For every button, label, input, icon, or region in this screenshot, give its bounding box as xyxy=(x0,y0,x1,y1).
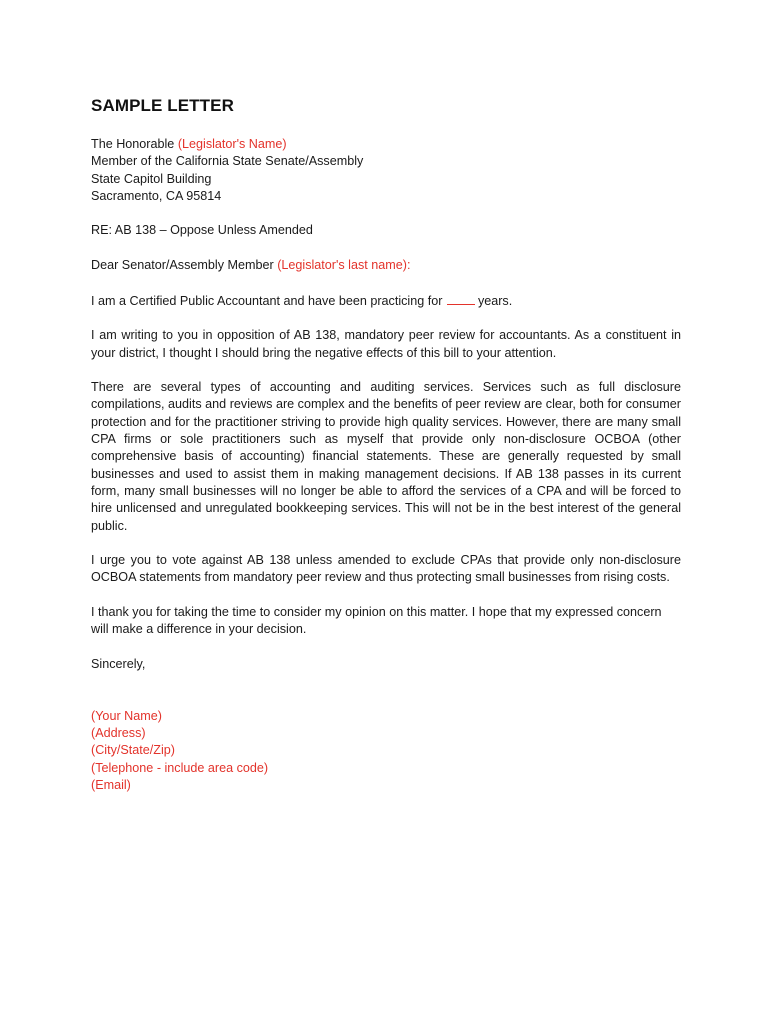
practice-years-sentence xyxy=(91,292,681,310)
recipient-address xyxy=(91,136,681,205)
re-line: RE: AB 138 – Oppose Unless Amended xyxy=(91,223,313,238)
email-placeholder: (Email) xyxy=(91,777,131,792)
telephone-placeholder: (Telephone - include area code) xyxy=(91,760,269,775)
recipient-line-3: State Capitol Building xyxy=(91,171,212,186)
salutation xyxy=(91,257,681,274)
recipient-line-2: Member of the California State Senate/Assembly xyxy=(91,154,364,169)
letter-title: SAMPLE LETTER xyxy=(91,96,234,115)
city-state-zip-placeholder: (City/State/Zip) xyxy=(91,743,175,758)
years-blank-field[interactable] xyxy=(447,292,475,305)
signature-space xyxy=(91,673,681,708)
closing: Sincerely, xyxy=(91,656,146,671)
paragraph-opposition: I am writing to you in opposition of AB 138, mandatory peer review for accountants. As a constituent in your district, I thought I should bring the negative effects of this bill to your attention. xyxy=(91,328,681,360)
letter-body xyxy=(91,95,681,794)
honorable-prefix: The Honorable xyxy=(91,137,178,151)
your-name-placeholder: (Your Name) xyxy=(91,708,162,723)
practice-suffix: years. xyxy=(477,293,513,308)
recipient-line-1 xyxy=(91,136,681,153)
legislator-last-name-placeholder: (Legislator's last name): xyxy=(277,258,411,273)
salutation-prefix: Dear Senator/Assembly Member xyxy=(91,258,278,273)
recipient-line-4: Sacramento, CA 95814 xyxy=(91,188,222,203)
paragraph-thanks: I thank you for taking the time to consider my opinion on this matter. I hope that my expressed concern will make a difference in your decision. xyxy=(91,605,662,637)
address-placeholder: (Address) xyxy=(91,726,146,741)
signature-block xyxy=(91,708,681,794)
paragraph-services: There are several types of accounting and auditing services. Services such as full disclosure compilations, audits and reviews are complex and the benefits of peer review are clear, both for consumer protection and for the practitioner striving to provide high quality services. However, there are many small CPA firms or sole practitioners such as myself that provide only non-disclosure OCBOA (other comprehensive basis of accounting) financial statements. These are generally requested by small businesses and used to assist them in making management decisions. If AB 138 passes in its current form, many small businesses will no longer be able to afford the services of a CPA and will be forced to hire unlicensed and unregulated bookkeeping services. This will not be in the best interest of the general public. xyxy=(91,380,681,533)
legislator-name-placeholder: (Legislator's Name) xyxy=(177,137,287,151)
practice-prefix: I am a Certified Public Accountant and have been practicing for xyxy=(91,293,443,308)
paragraph-urge-vote: I urge you to vote against AB 138 unless amended to exclude CPAs that provide only non-disclosure OCBOA statements from mandatory peer review and thus protecting small businesses from rising costs. xyxy=(91,553,681,585)
